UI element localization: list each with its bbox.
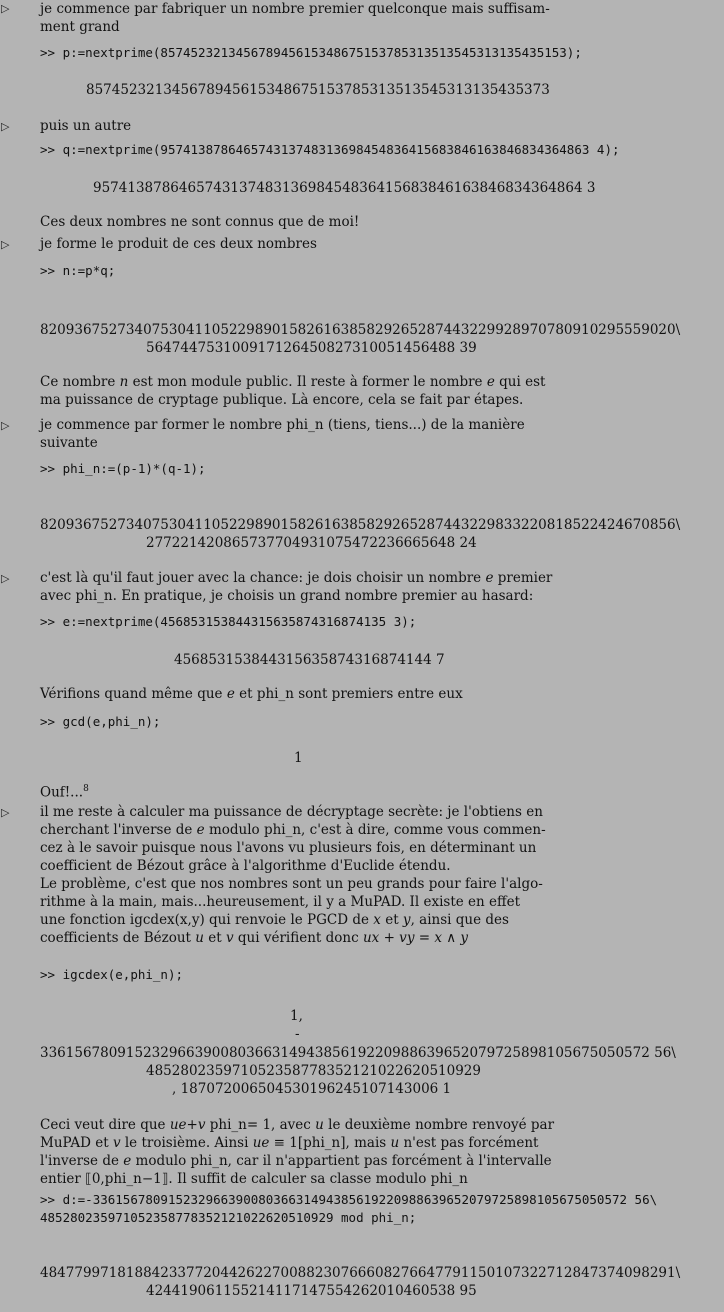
paragraph-product: je forme le produit de ces deux nombres xyxy=(40,236,317,252)
command-code: phi_n:=(p-1)*(q-1); xyxy=(62,461,206,476)
prompt: >> xyxy=(40,1192,56,1207)
command-output-continued: 277221420865737704931075472236665648 24 xyxy=(146,535,477,551)
prompt: >> xyxy=(40,967,56,982)
paragraph-secret: Ces deux nombres ne sont connus que de moi! xyxy=(40,214,360,230)
text-line: ment grand xyxy=(40,19,120,35)
command-output: 1 xyxy=(294,750,303,766)
prompt: >> xyxy=(40,714,56,729)
command-code: 485280235971052358778352121022620510929 mod phi_n; xyxy=(40,1210,417,1225)
command-output: 82093675273407530411052298901582616385829265287443229833220818522424670856\ xyxy=(40,517,681,533)
command-code: d:=-33615678091523296639008036631494385619220988639652079725898105675050572 56\ xyxy=(62,1192,658,1207)
prompt: >> xyxy=(40,461,56,476)
command-input[interactable] xyxy=(40,1191,657,1227)
paragraph-meaning: Ceci veut dire que ue+v phi_n= 1, avec u le deuxième nombre renvoyé par MuPAD et v le troisième. Ainsi ue ≡ 1[phi_n], mais u n'est pas forcément l'inverse de e modulo phi_n, car il n'appartient pas forcément à l'intervalle entier ⟦0,phi_n−1⟧. Il suffit de calculer sa classe modulo phi_n xyxy=(40,1117,555,1187)
paragraph-ouf: Ouf!...$^8$ xyxy=(40,784,89,801)
command-input[interactable] xyxy=(40,141,620,159)
paragraph-intro xyxy=(40,0,550,36)
bullet-marker: ▷ xyxy=(1,238,10,251)
command-output: 456853153844315635874316874144 7 xyxy=(174,652,445,668)
command-output-continued: 564744753100917126450827310051456488 39 xyxy=(146,340,477,356)
command-output-continued: , 187072006504530196245107143006 1 xyxy=(172,1081,452,1097)
bullet-marker: ▷ xyxy=(1,2,10,15)
command-code: n:=p*q; xyxy=(62,263,116,278)
command-output: 1, xyxy=(290,1008,303,1024)
text-line: je commence par fabriquer un nombre premier quelconque mais suffisam- xyxy=(40,1,550,17)
command-output-continued: 485280235971052358778352121022620510929 xyxy=(146,1063,481,1079)
command-code: e:=nextprime(456853153844315635874316874135 3); xyxy=(62,614,417,629)
command-input[interactable] xyxy=(40,966,183,984)
command-output-continued: 33615678091523296639008036631494385619220988639652079725898105675050572 56\ xyxy=(40,1045,676,1061)
command-input[interactable] xyxy=(40,613,416,631)
footnote-mark[interactable]: 8 xyxy=(83,784,89,794)
bullet-marker: ▷ xyxy=(1,120,10,133)
paragraph-choose-e: c'est là qu'il faut jouer avec la chance: je dois choisir un nombre e premier avec phi_n. En pratique, je choisis un grand nombre premier au hasard: xyxy=(40,570,553,604)
prompt: >> xyxy=(40,45,56,60)
command-output: 48477997181884233772044262270088230766608276647791150107322712847374098291\ xyxy=(40,1265,681,1281)
paragraph-verify: Vérifions quand même que e et phi_n sont premiers entre eux xyxy=(40,686,463,702)
command-input[interactable] xyxy=(40,44,582,62)
command-code: igcdex(e,phi_n); xyxy=(62,967,184,982)
paragraph-phi: je commence par former le nombre phi_n (tiens, tiens...) de la manière suivante xyxy=(40,417,525,451)
paragraph-decrypt: il me reste à calculer ma puissance de décryptage secrète: je l'obtiens en cherchant l'inverse de e modulo phi_n, c'est à dire, comme vous commen- cez à le savoir puisque nous l'avons vu plusieurs fois, en déterminant un coefficient de Bézout grâce à l'algorithme d'Euclide étendu. Le problème, c'est que nos nombres sont un peu grands pour faire l'algo- rithme à la main, mais...heureusement, il y a MuPAD. Il existe en effet une fonction igcdex(x,y) qui renvoie le PGCD de x et y, ainsi que des coefficients de Bézout u et v qui vérifient donc ux + vy = x ∧ y xyxy=(40,804,546,946)
prompt: >> xyxy=(40,614,56,629)
prompt: >> xyxy=(40,142,56,157)
paragraph-second-prime: puis un autre xyxy=(40,118,132,134)
command-input[interactable] xyxy=(40,713,160,731)
command-output: 857452321345678945615348675153785313513545313135435373 xyxy=(86,82,550,98)
bullet-marker: ▷ xyxy=(1,419,10,432)
command-input[interactable] xyxy=(40,460,206,478)
paragraph-module: Ce nombre n est mon module public. Il reste à former le nombre e qui est ma puissance de cryptage publique. Là encore, cela se fait par étapes. xyxy=(40,374,546,408)
command-output-continued: - xyxy=(295,1026,300,1042)
bullet-marker: ▷ xyxy=(1,572,10,585)
command-code: p:=nextprime(857452321345678945615348675153785313513545313135435153); xyxy=(62,45,582,60)
command-code: q:=nextprime(957413878646574313748313698454836415683846163846834364863 4); xyxy=(62,142,620,157)
prompt: >> xyxy=(40,263,56,278)
command-code: gcd(e,phi_n); xyxy=(62,714,161,729)
command-input[interactable] xyxy=(40,262,115,280)
command-output-continued: 424419061155214117147554262010460538 95 xyxy=(146,1283,477,1299)
command-output: 957413878646574313748313698454836415683846163846834364864 3 xyxy=(93,180,596,196)
command-output: 82093675273407530411052298901582616385829265287443229928970780910295559020\ xyxy=(40,322,681,338)
bullet-marker: ▷ xyxy=(1,806,10,819)
